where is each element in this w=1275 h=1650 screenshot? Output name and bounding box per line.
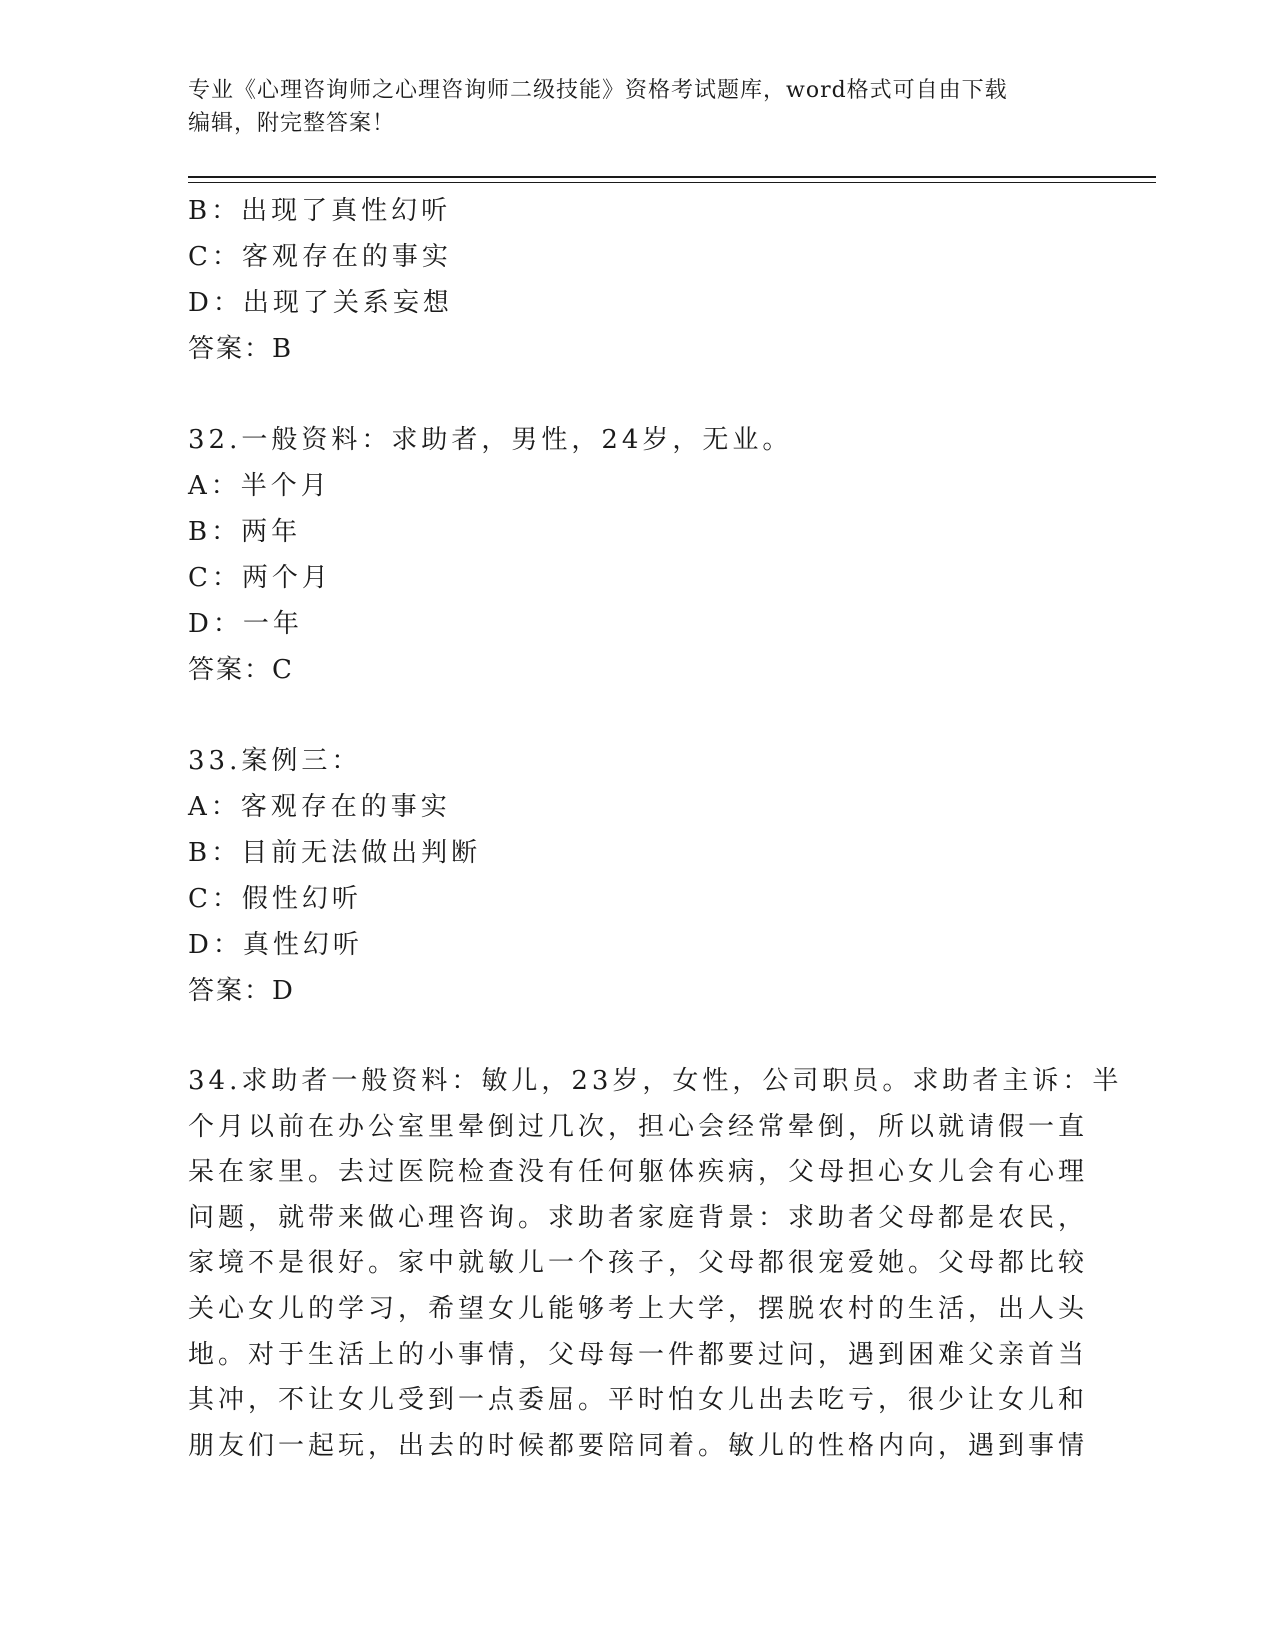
question-34-paragraph (188, 1059, 1123, 1469)
option-b: B：两年 (188, 517, 302, 547)
option-d: D：出现了关系妄想 (188, 288, 453, 318)
option-c: C：客观存在的事实 (188, 242, 452, 272)
header-rule-thick (188, 176, 1156, 178)
paragraph-line: 家境不是很好。家中就敏儿一个孩子，父母都很宠爱她。父母都比较 (188, 1248, 1089, 1279)
option-d: D：一年 (188, 609, 303, 639)
question-stem: 32.一般资料：求助者，男性，24岁，无业。 (188, 425, 793, 455)
option-b: B：目前无法做出判断 (188, 838, 482, 868)
paragraph-line: 其冲，不让女儿受到一点委屈。平时怕女儿出去吃亏，很少让女儿和 (188, 1385, 1089, 1416)
paragraph-line: 朋友们一起玩，出去的时候都要陪同着。敏儿的性格内向，遇到事情 (188, 1430, 1089, 1461)
option-c: C：两个月 (188, 563, 332, 593)
question-31-block (188, 188, 1088, 372)
option-c: C：假性幻听 (188, 884, 362, 914)
header-line-2: 编辑，附完整答案！ (188, 111, 396, 136)
spacer (188, 372, 1088, 417)
page-header (188, 74, 1068, 140)
answer-line: 答案：C (188, 655, 294, 685)
paragraph-line: 个月以前在办公室里晕倒过几次，担心会经常晕倒，所以就请假一直 (188, 1111, 1089, 1142)
option-d: D：真性幻听 (188, 930, 363, 960)
paragraph-line: 问题，就带来做心理咨询。求助者家庭背景：求助者父母都是农民， (188, 1202, 1089, 1233)
question-content (188, 188, 1123, 1469)
answer-line: 答案：D (188, 976, 295, 1006)
question-stem: 33.案例三： (188, 746, 362, 776)
question-32-block (188, 417, 1088, 693)
paragraph-line: 关心女儿的学习，希望女儿能够考上大学，摆脱农村的生活，出人头 (188, 1293, 1089, 1324)
answer-line: 答案：B (188, 334, 294, 364)
paragraph-line: 34.求助者一般资料：敏儿，23岁，女性，公司职员。求助者主诉：半 (188, 1066, 1123, 1096)
paragraph-line: 地。对于生活上的小事情，父母每一件都要过问，遇到困难父亲首当 (188, 1339, 1089, 1370)
option-b: B：出现了真性幻听 (188, 196, 452, 226)
option-a: A：半个月 (188, 471, 331, 501)
option-a: A：客观存在的事实 (188, 792, 451, 822)
spacer (188, 693, 1088, 738)
spacer (188, 1014, 1088, 1059)
question-33-block (188, 738, 1088, 1014)
header-line-1: 专业《心理咨询师之心理咨询师二级技能》资格考试题库，word格式可自由下载 (188, 78, 1008, 103)
paragraph-line: 呆在家里。去过医院检查没有任何躯体疾病，父母担心女儿会有心理 (188, 1157, 1089, 1188)
header-rule-thin (188, 182, 1156, 183)
